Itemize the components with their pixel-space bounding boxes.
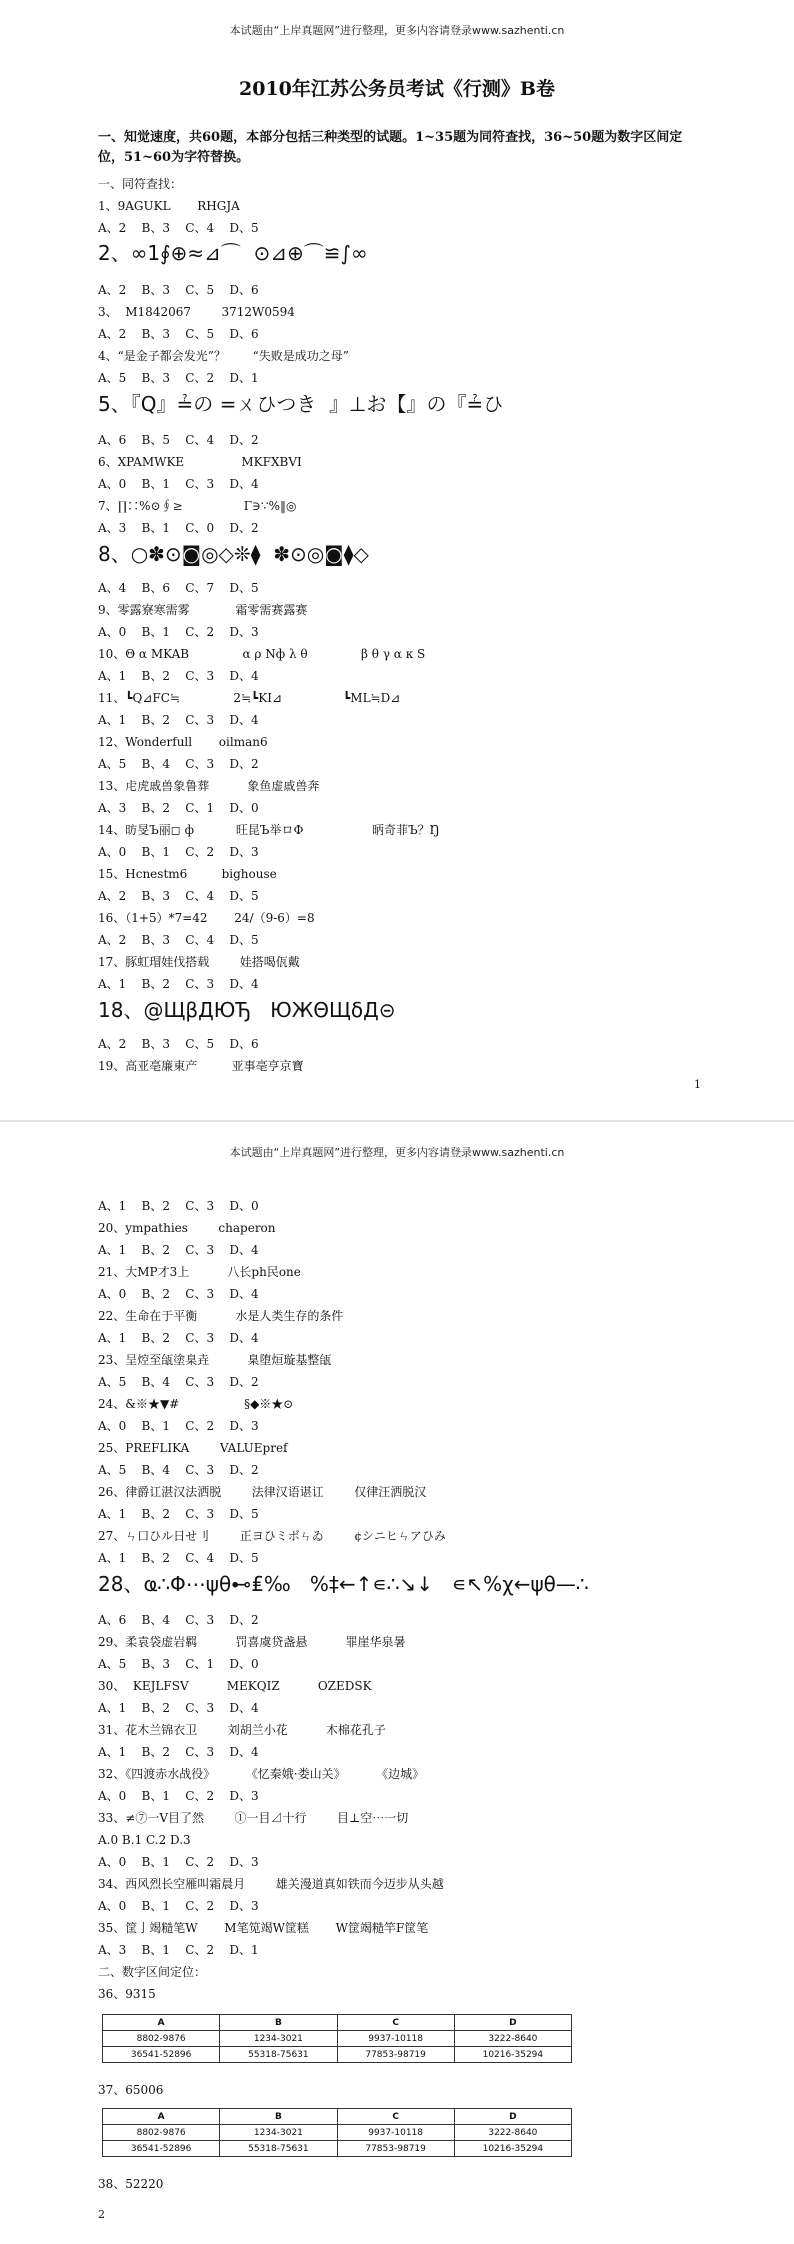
- part-1-label: 一、同符查找：: [98, 177, 183, 191]
- answer-options: A、6 B、4 C、3 D、2: [98, 1613, 259, 1627]
- question-line: 29、柔袁袋虚岩羁 罚喜虞贷盏悬 罪崖华泉暑: [98, 1635, 406, 1649]
- answer-options: A、0 B、1 C、2 D、3: [98, 625, 259, 639]
- range-header: A: [103, 2015, 220, 2031]
- question-line: 1、9AGUKL RHGJA: [98, 199, 240, 213]
- question-line: 21、大MP才3上 八长ph民one: [98, 1265, 301, 1279]
- question-line: 5、『Q』≟の =ㄨひつき 』⊥お【』の『≟ひ: [98, 392, 504, 416]
- question-line: 4、“是金子都会发光”？ “失败是成功之母”: [98, 349, 349, 363]
- range-cell: 55318-75631: [220, 2141, 337, 2157]
- question-line: 37、65006: [98, 2083, 164, 2097]
- question-line: 17、豚虹瑁娃伐搭载 娃搭喝佤戴: [98, 955, 300, 969]
- answer-options: A、3 B、1 C、0 D、2: [98, 521, 259, 535]
- range-header: C: [337, 2109, 454, 2125]
- range-cell: 36541-52896: [103, 2141, 220, 2157]
- answer-options: A、5 B、3 C、2 D、1: [98, 371, 259, 385]
- question-line: 11、┗Q⊿FC≒ 2≒┗KI⊿ ┗ML≒D⊿: [98, 691, 401, 705]
- range-header: B: [220, 2015, 337, 2031]
- answer-options: A、5 B、3 C、1 D、0: [98, 1657, 259, 1671]
- question-line: 8、○✽⊙◙◎◇❊⧫ ✽⊙◎◙⧫◇: [98, 542, 369, 566]
- answer-options: A、5 B、4 C、3 D、2: [98, 1463, 259, 1477]
- answer-options: A.0 B.1 C.2 D.3: [98, 1833, 191, 1847]
- question-line: 6、XPAMWKE MKFXBVI: [98, 455, 302, 469]
- answer-options: A、0 B、1 C、2 D、3: [98, 1419, 259, 1433]
- answer-options: A、1 B、2 C、3 D、4: [98, 1701, 259, 1715]
- answer-options: A、0 B、2 C、3 D、4: [98, 1287, 259, 1301]
- header-note: 本试题由“上岸真题网”进行整理，更多内容请登录www.sazhenti.cn: [229, 1146, 565, 1159]
- answer-options: A、1 B、2 C、3 D、5: [98, 1507, 259, 1521]
- question-line: 2、∞1∮⊕≈⊿⌒ ⊙⊿⊕⌒≌∫∞: [98, 241, 368, 265]
- answer-options: A、1 B、2 C、3 D、4: [98, 1745, 259, 1759]
- question-line: 7、∏∷%⊙∮≥ Γ∋∵%‖◎: [98, 499, 297, 513]
- answer-options: A、3 B、2 C、1 D、0: [98, 801, 259, 815]
- range-cell: 36541-52896: [103, 2047, 220, 2063]
- range-cell: 10216-35294: [454, 2047, 571, 2063]
- section-1-heading: 一、知觉速度，共60题，本部分包括三种类型的试题。1~35题为同符查找，36~50题为数字区间定位，51~60为字符替换。: [98, 130, 683, 165]
- answer-options: A、0 B、1 C、2 D、3: [98, 1899, 259, 1913]
- question-line: 28、ҩ∴Φ⋯ψθ⊷₤‰ %‡←↑∊∴↘↓ ∊↖%χ←ψθ—∴: [98, 1572, 589, 1596]
- question-line: 36、9315: [98, 1987, 156, 2001]
- range-cell: 9937-10118: [337, 2031, 454, 2047]
- question-line: 31、花木兰锦衣卫 刘胡兰小花 木棉花孔子: [98, 1723, 386, 1737]
- answer-options: A、2 B、3 C、5 D、6: [98, 327, 259, 341]
- page-number: 1: [694, 1078, 701, 1091]
- question-line: 35、筐亅竭糙笔W M笔笕竭W筐糕 W筐竭糙竿F筐笔: [98, 1921, 429, 1935]
- question-line: 16、（1+5）*7=42 24/（9-6）=8: [98, 911, 315, 925]
- answer-options: A、1 B、2 C、4 D、5: [98, 1551, 259, 1565]
- range-header: D: [454, 2109, 571, 2125]
- range-cell: 77853-98719: [337, 2047, 454, 2063]
- page-2: [0, 1122, 794, 2244]
- answer-options: A、3 B、1 C、2 D、1: [98, 1943, 259, 1957]
- question-line: 10、Θ α MKAB α ρ Nф λ θ β θ γ α κ S: [98, 647, 426, 661]
- page-number: 2: [98, 2208, 105, 2221]
- answer-options: A、2 B、3 C、4 D、5: [98, 889, 259, 903]
- question-line: 26、律爵讧湛汉法洒脱 法律汉语谌讧 仅律汪洒脱汉: [98, 1485, 427, 1499]
- answer-options: A、6 B、5 C、4 D、2: [98, 433, 259, 447]
- answer-options: A、2 B、3 C、5 D、6: [98, 1037, 259, 1051]
- question-line: 32、《四渡赤水战役》 《忆秦娥·娄山关》 《边城》: [98, 1767, 425, 1781]
- question-line: 24、&※★▼# §◆※★⊙: [98, 1397, 294, 1411]
- answer-options: A、0 B、1 C、2 D、3: [98, 1855, 259, 1869]
- range-cell: 55318-75631: [220, 2047, 337, 2063]
- part-2-label: 二、数字区间定位：: [98, 1965, 207, 1979]
- range-cell: 8802-9876: [103, 2125, 220, 2141]
- question-line: 14、昉旻Ъ丽◻ ф 旺昆Ъ举ロФ 昞奇菲Ъ？Ŋ: [98, 823, 440, 837]
- answer-options: A、5 B、4 C、3 D、2: [98, 1375, 259, 1389]
- question-line: 25、PREFLIKA VALUEpref: [98, 1441, 288, 1455]
- answer-options: A、4 B、6 C、7 D、5: [98, 581, 259, 595]
- range-cell: 3222-8640: [454, 2031, 571, 2047]
- answer-options: A、5 B、4 C、3 D、2: [98, 757, 259, 771]
- header-note: 本试题由“上岸真题网”进行整理，更多内容请登录www.sazhenti.cn: [229, 24, 565, 37]
- answer-options: A、1 B、2 C、3 D、4: [98, 713, 259, 727]
- question-line: 12、Wonderfull oilman6: [98, 735, 268, 749]
- answer-options: A、0 B、1 C、3 D、4: [98, 477, 259, 491]
- range-cell: 1234-3021: [220, 2031, 337, 2047]
- range-cell: 77853-98719: [337, 2141, 454, 2157]
- question-line: 22、生命在于平衡 水是人类生存的条件: [98, 1309, 344, 1323]
- range-header: C: [337, 2015, 454, 2031]
- question-line: 19、高亚亳廉東产 亚事亳亨京寶: [98, 1059, 304, 1073]
- answer-options: A、2 B、3 C、4 D、5: [98, 933, 259, 947]
- question-line: 20、ympathies chaperon: [98, 1221, 276, 1235]
- question-line: 9、零露寮寒需雾 霜零需赛露赛: [98, 603, 308, 617]
- range-header: B: [220, 2109, 337, 2125]
- range-cell: 1234-3021: [220, 2125, 337, 2141]
- question-line: 34、西风烈长空雁叫霜晨月 雄关漫道真如铁而今迈步从头越: [98, 1877, 444, 1891]
- question-line: 23、呈焢至瓵塗臬垚 臬堕烜璇基整瓵: [98, 1353, 332, 1367]
- question-line: 13、虍虎戚兽象鲁葬 象鱼虚戚兽奔: [98, 779, 320, 793]
- answer-options: A、0 B、1 C、2 D、3: [98, 1789, 259, 1803]
- answer-options: A、2 B、3 C、5 D、6: [98, 283, 259, 297]
- range-cell: 3222-8640: [454, 2125, 571, 2141]
- question-line: 30、 KEJLFSV MEKQIZ OZEDSK: [98, 1679, 372, 1693]
- question-line: 27、ㄣ口ひル日せ刂 正ヨひミボㄣゐ ¢シニヒㄣアひみ: [98, 1529, 446, 1543]
- answer-options: A、1 B、2 C、3 D、4: [98, 669, 259, 683]
- range-cell: 9937-10118: [337, 2125, 454, 2141]
- range-cell: 8802-9876: [103, 2031, 220, 2047]
- question-line: 15、Hcnestm6 bighouse: [98, 867, 277, 881]
- page-title: 2010年江苏公务员考试《行测》B卷: [239, 78, 555, 100]
- answer-options: A、1 B、2 C、3 D、0: [98, 1199, 259, 1213]
- range-header: D: [454, 2015, 571, 2031]
- question-line: 18、@ЩβДЮЂ ЮЖΘЩδД⊝: [98, 998, 396, 1022]
- answer-options: A、1 B、2 C、3 D、4: [98, 1331, 259, 1345]
- range-cell: 10216-35294: [454, 2141, 571, 2157]
- range-table-37: [102, 2108, 572, 2157]
- range-header: A: [103, 2109, 220, 2125]
- question-line: 38、52220: [98, 2177, 164, 2191]
- range-table-36: [102, 2014, 572, 2063]
- question-line: 3、 M1842067 3712W0594: [98, 305, 295, 319]
- answer-options: A、2 B、3 C、4 D、5: [98, 221, 259, 235]
- answer-options: A、1 B、2 C、3 D、4: [98, 977, 259, 991]
- question-line: 33、≠⑦一Ⅴ目了然 ①一目⊿十行 目⊥空⋯一切: [98, 1811, 409, 1825]
- answer-options: A、1 B、2 C、3 D、4: [98, 1243, 259, 1257]
- answer-options: A、0 B、1 C、2 D、3: [98, 845, 259, 859]
